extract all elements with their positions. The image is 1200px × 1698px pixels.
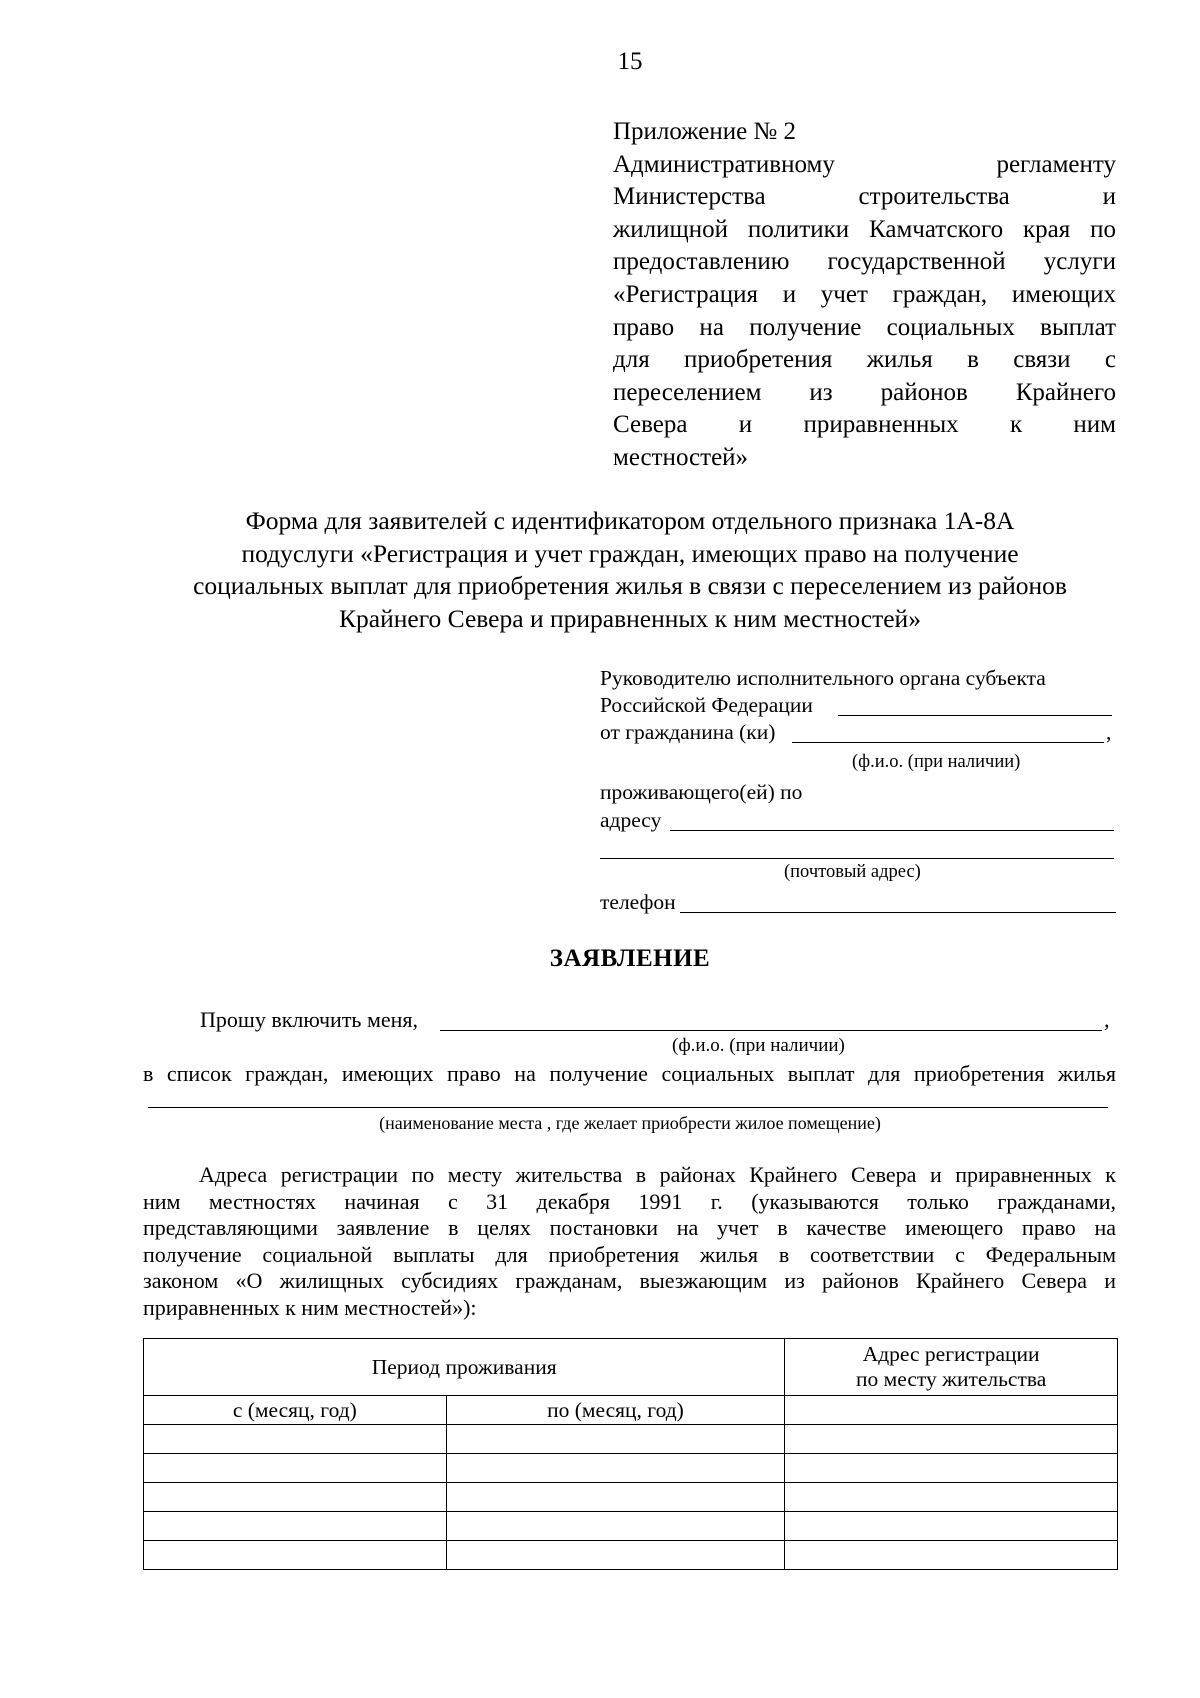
address-header bbox=[785, 1339, 1118, 1396]
address-header-line: по месту жительства bbox=[856, 1367, 1047, 1391]
appendix-line: право на получение социальных выплат bbox=[613, 313, 1116, 341]
form-title-line: Крайнего Севера и приравненных к ним местностей» bbox=[339, 603, 921, 633]
table-cell[interactable] bbox=[446, 1483, 785, 1512]
appendix-line: переселением из районов Крайнего bbox=[613, 378, 1116, 406]
statement-prefix: Прошу включить меня, bbox=[200, 1007, 419, 1032]
paragraph-line: приравненных к ним местностей»): bbox=[143, 1294, 477, 1320]
appendix-line: Административному регламенту bbox=[613, 150, 1116, 178]
table-cell[interactable] bbox=[785, 1425, 1118, 1454]
table-cell[interactable] bbox=[785, 1483, 1118, 1512]
table-cell[interactable] bbox=[785, 1512, 1118, 1541]
phone-label: телефон bbox=[600, 890, 676, 914]
table-cell[interactable] bbox=[785, 1454, 1118, 1483]
place-hint: (наименование места , где желает приобрести жилое помещение) bbox=[379, 1113, 881, 1133]
table-cell[interactable] bbox=[785, 1396, 1118, 1425]
paragraph-line: представляющими заявление в целях постановки на учет в качестве имеющего право на bbox=[143, 1215, 1116, 1241]
paragraph-line: ним местностях начиная с 31 декабря 1991 г. (указываются только гражданами, bbox=[143, 1188, 1116, 1214]
addressee-line: Российской Федерации bbox=[600, 693, 813, 717]
citizen-name-field[interactable] bbox=[792, 720, 1104, 743]
addressee-line: от гражданина (ки) bbox=[600, 720, 776, 744]
table-row bbox=[144, 1483, 1118, 1512]
registration-table bbox=[143, 1338, 1118, 1570]
comma: , bbox=[1104, 1007, 1110, 1032]
period-header: Период проживания bbox=[144, 1339, 785, 1396]
table-cell[interactable] bbox=[446, 1454, 785, 1483]
table-cell[interactable] bbox=[144, 1425, 447, 1454]
table-row bbox=[144, 1512, 1118, 1541]
addressee-line: адресу bbox=[600, 808, 662, 832]
appendix-line: Севера и приравненных к ним bbox=[613, 411, 1116, 439]
appendix-line: для приобретения жилья в связи с bbox=[613, 346, 1116, 374]
paragraph-line: законом «О жилищных субсидиях гражданам, выезжающим из районов Крайнего Севера и bbox=[143, 1268, 1116, 1294]
form-title-line: социальных выплат для приобретения жилья в связи с переселением из районов bbox=[193, 571, 1067, 600]
registration-paragraph bbox=[143, 1162, 1116, 1322]
appendix-line: местностей» bbox=[613, 443, 749, 471]
table-cell[interactable] bbox=[446, 1512, 785, 1541]
address-field-2[interactable] bbox=[600, 836, 1114, 859]
statement-list-text: в список граждан, имеющих право на получение социальных выплат для приобретения жилья bbox=[143, 1061, 1116, 1086]
from-header: с (месяц, год) bbox=[144, 1396, 447, 1425]
postal-hint: (почтовый адрес) bbox=[784, 862, 921, 882]
to-header: по (месяц, год) bbox=[446, 1396, 785, 1425]
fio-hint: (ф.и.о. (при наличии) bbox=[672, 1035, 845, 1056]
fio-hint: (ф.и.о. (при наличии) bbox=[852, 752, 1021, 772]
table-row bbox=[144, 1425, 1118, 1454]
comma: , bbox=[1106, 720, 1112, 744]
table-cell[interactable] bbox=[446, 1541, 785, 1570]
appendix-line: Министерства строительства и bbox=[613, 183, 1116, 211]
form-title bbox=[130, 505, 1130, 635]
address-field[interactable] bbox=[670, 808, 1114, 831]
table-cell[interactable] bbox=[446, 1425, 785, 1454]
appendix-line: «Регистрация и учет граждан, имеющих bbox=[613, 280, 1116, 308]
addressee-line: проживающего(ей) по bbox=[600, 780, 803, 804]
place-field[interactable] bbox=[148, 1091, 1108, 1108]
appendix-line: жилищной политики Камчатского края по bbox=[613, 215, 1116, 243]
address-header-line: Адрес регистрации bbox=[862, 1342, 1040, 1366]
table-cell[interactable] bbox=[144, 1454, 447, 1483]
statement-name-field[interactable] bbox=[440, 1007, 1102, 1031]
appendix-line: предоставлению государственной услуги bbox=[613, 248, 1116, 276]
region-field[interactable] bbox=[838, 693, 1112, 716]
paragraph-line: получение социальной выплаты для приобретения жилья в соответствии с Федеральным bbox=[143, 1241, 1116, 1267]
form-title-line: Форма для заявителей с идентификатором отдельного признака 1А-8А bbox=[245, 506, 1015, 535]
appendix-line: Приложение № 2 bbox=[613, 118, 797, 145]
table-cell[interactable] bbox=[785, 1541, 1118, 1570]
table-row bbox=[144, 1454, 1118, 1483]
table-row bbox=[144, 1541, 1118, 1570]
paragraph-line: Адреса регистрации по месту жительства в районах Крайнего Севера и приравненных к bbox=[199, 1162, 1116, 1187]
addressee-line: Руководителю исполнительного органа субъекта bbox=[600, 666, 1046, 690]
page-number: 15 bbox=[617, 48, 643, 75]
document-heading: ЗАЯВЛЕНИЕ bbox=[549, 945, 711, 972]
table-cell[interactable] bbox=[144, 1483, 447, 1512]
table-cell[interactable] bbox=[144, 1541, 447, 1570]
table-cell[interactable] bbox=[144, 1512, 447, 1541]
appendix-block bbox=[613, 116, 1116, 475]
form-title-line: подуслуги «Регистрация и учет граждан, имеющих право на получение bbox=[241, 538, 1019, 568]
phone-field[interactable] bbox=[680, 890, 1116, 913]
